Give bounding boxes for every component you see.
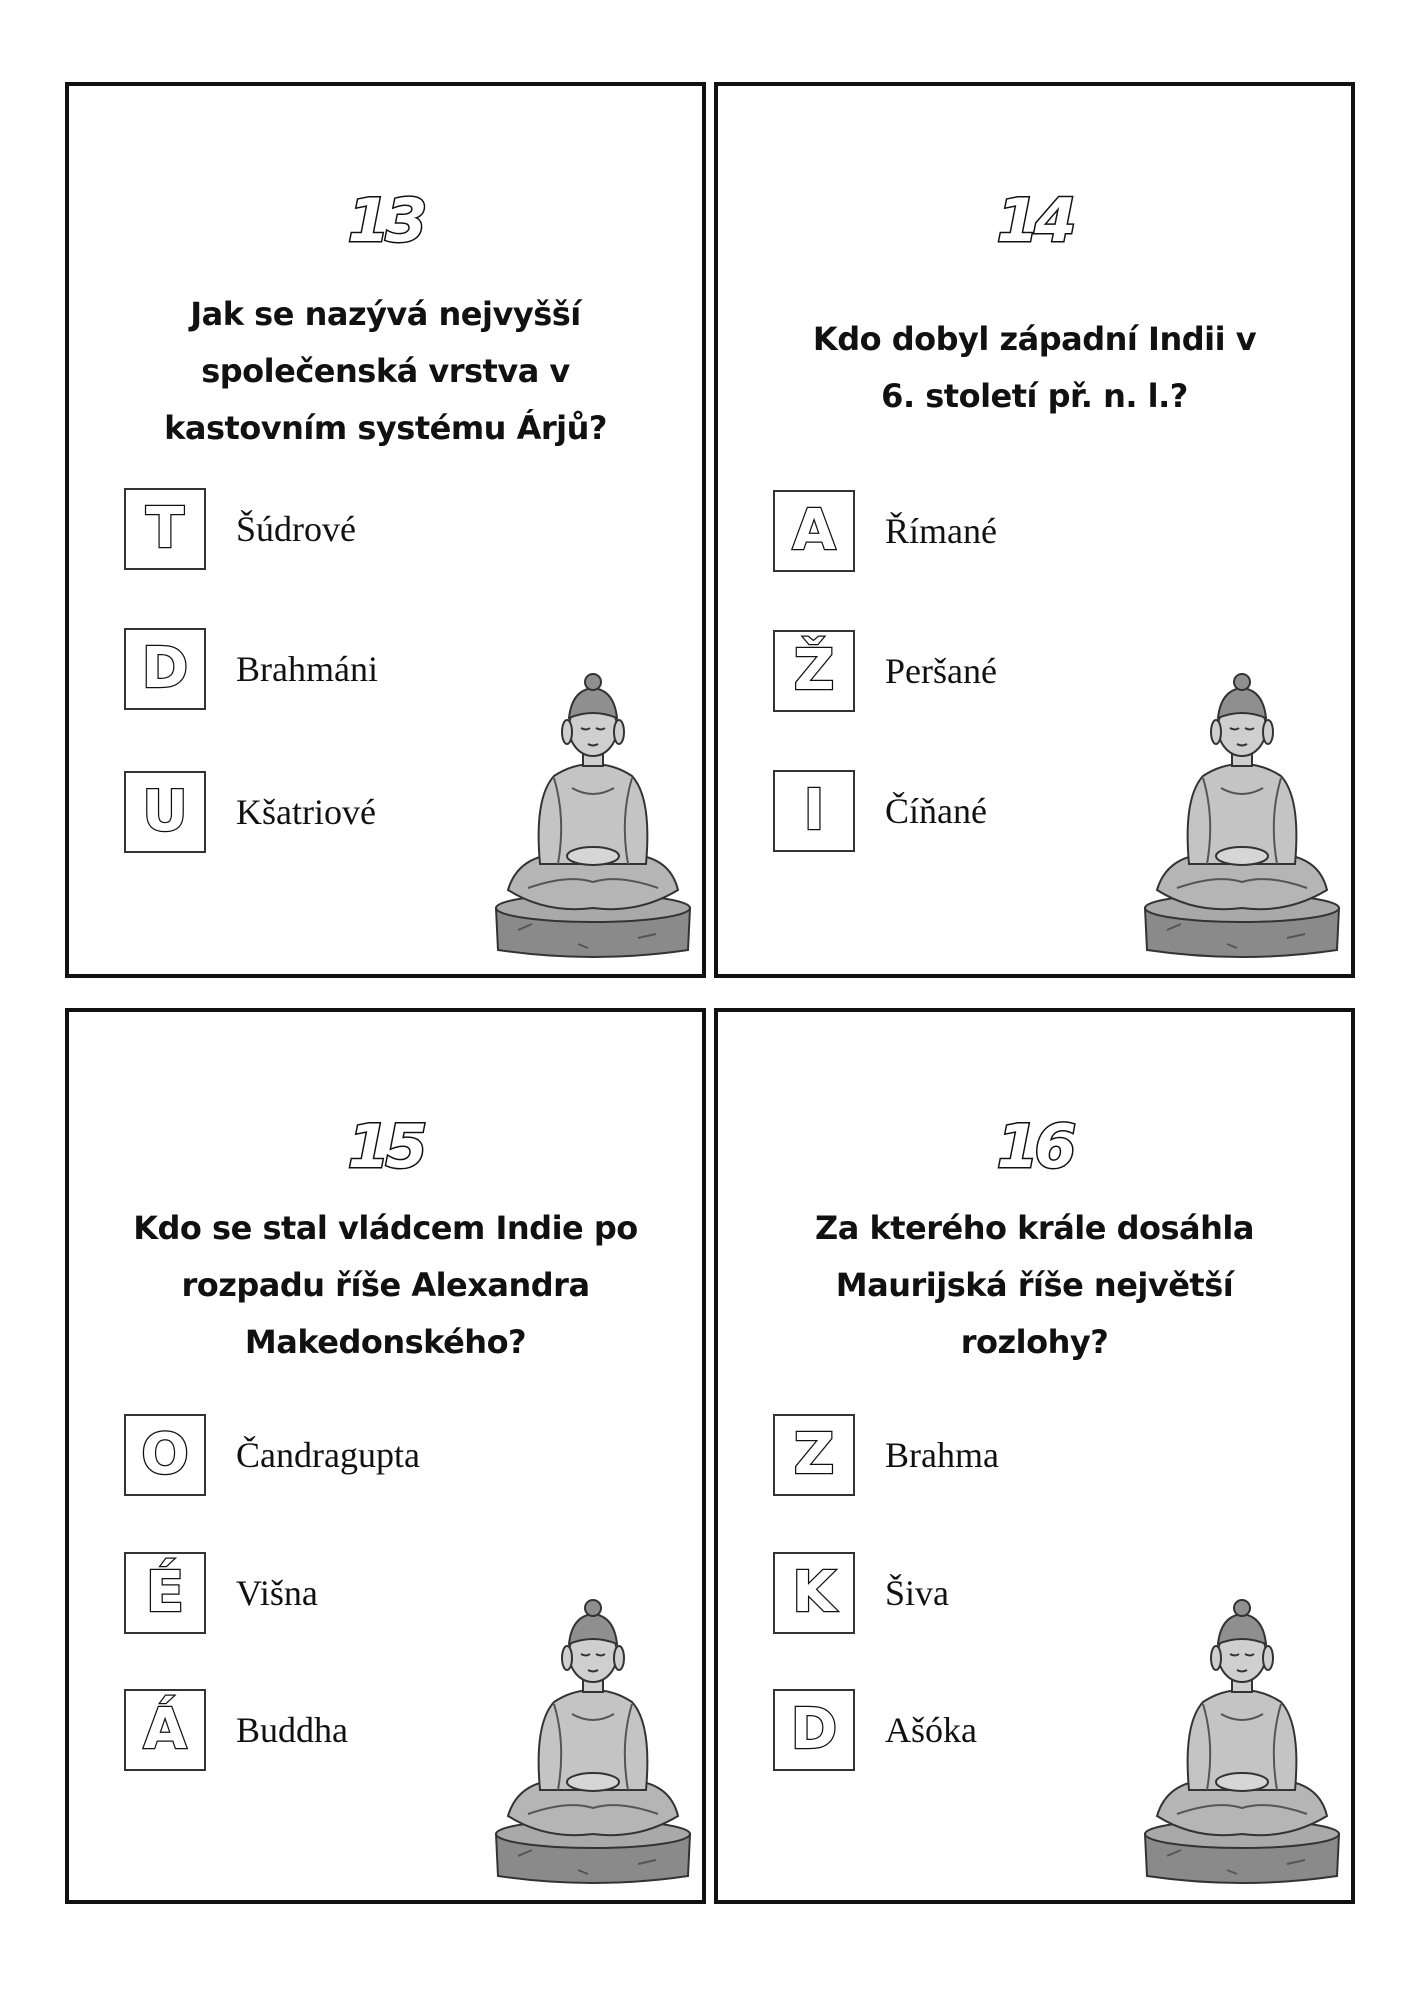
- question-line: Kdo dobyl západní Indii v: [812, 320, 1257, 358]
- answer-text: Číňané: [885, 791, 987, 831]
- question-text: [109, 1200, 662, 1371]
- question-text: [758, 311, 1311, 425]
- quiz-card-13: [65, 82, 706, 978]
- buddha-statue-icon: [1137, 1594, 1347, 1894]
- answer-letter: I: [773, 770, 855, 852]
- answer-text: Ašóka: [885, 1710, 977, 1750]
- answer-option: [773, 768, 987, 854]
- buddha-statue-icon: [1137, 668, 1347, 968]
- quiz-card-15: [65, 1008, 706, 1904]
- question-line: rozpadu říše Alexandra: [181, 1266, 590, 1304]
- card-number: 14: [996, 186, 1073, 256]
- answer-text: Kšatriové: [236, 792, 376, 832]
- answer-text: Višna: [236, 1573, 318, 1613]
- answer-letter: D: [124, 628, 206, 710]
- answer-letter: Á: [124, 1689, 206, 1771]
- answer-letter: K: [773, 1552, 855, 1634]
- buddha-statue-icon: [488, 1594, 698, 1894]
- answer-option: [773, 1550, 949, 1636]
- answer-letter: O: [124, 1414, 206, 1496]
- quiz-card-14: [714, 82, 1355, 978]
- answer-text: Šúdrové: [236, 509, 356, 549]
- answer-option: [124, 1687, 348, 1773]
- buddha-statue-icon: [488, 668, 698, 968]
- card-number: 16: [996, 1112, 1073, 1182]
- question-line: kastovním systému Árjů?: [164, 409, 607, 447]
- answer-option: [124, 1412, 420, 1498]
- answer-letter: T: [124, 488, 206, 570]
- answer-text: Brahma: [885, 1435, 999, 1475]
- answer-text: Čandragupta: [236, 1435, 420, 1475]
- question-text: [109, 286, 662, 457]
- quiz-card-16: [714, 1008, 1355, 1904]
- answer-text: Římané: [885, 511, 997, 551]
- answer-letter: U: [124, 771, 206, 853]
- answer-option: [773, 1687, 977, 1773]
- question-text: [758, 1200, 1311, 1371]
- answer-letter: É: [124, 1552, 206, 1634]
- question-line: společenská vrstva v: [201, 352, 570, 390]
- answer-option: [773, 488, 997, 574]
- answer-text: Šiva: [885, 1573, 950, 1613]
- answer-letter: Z: [773, 1414, 855, 1496]
- question-line: Makedonského?: [244, 1323, 527, 1361]
- question-line: 6. století př. n. l.?: [881, 377, 1188, 415]
- answer-text: Peršané: [885, 651, 997, 691]
- answer-option: [773, 1412, 999, 1498]
- card-number: 15: [347, 1112, 424, 1182]
- question-line: Jak se nazývá nejvyšší: [190, 295, 581, 333]
- question-line: Kdo se stal vládcem Indie po: [133, 1209, 638, 1247]
- question-line: Maurijská říše největší rozlohy?: [835, 1266, 1234, 1361]
- answer-option: [124, 769, 376, 855]
- question-line: Za kterého krále dosáhla: [815, 1209, 1254, 1247]
- answer-letter: D: [773, 1689, 855, 1771]
- answer-text: Buddha: [236, 1710, 348, 1750]
- answer-option: [124, 626, 378, 712]
- answer-text: Brahmáni: [236, 649, 378, 689]
- answer-letter: A: [773, 490, 855, 572]
- answer-option: [124, 486, 356, 572]
- card-number: 13: [347, 186, 424, 256]
- answer-option: [124, 1550, 318, 1636]
- answer-option: [773, 628, 997, 714]
- answer-letter: Ž: [773, 630, 855, 712]
